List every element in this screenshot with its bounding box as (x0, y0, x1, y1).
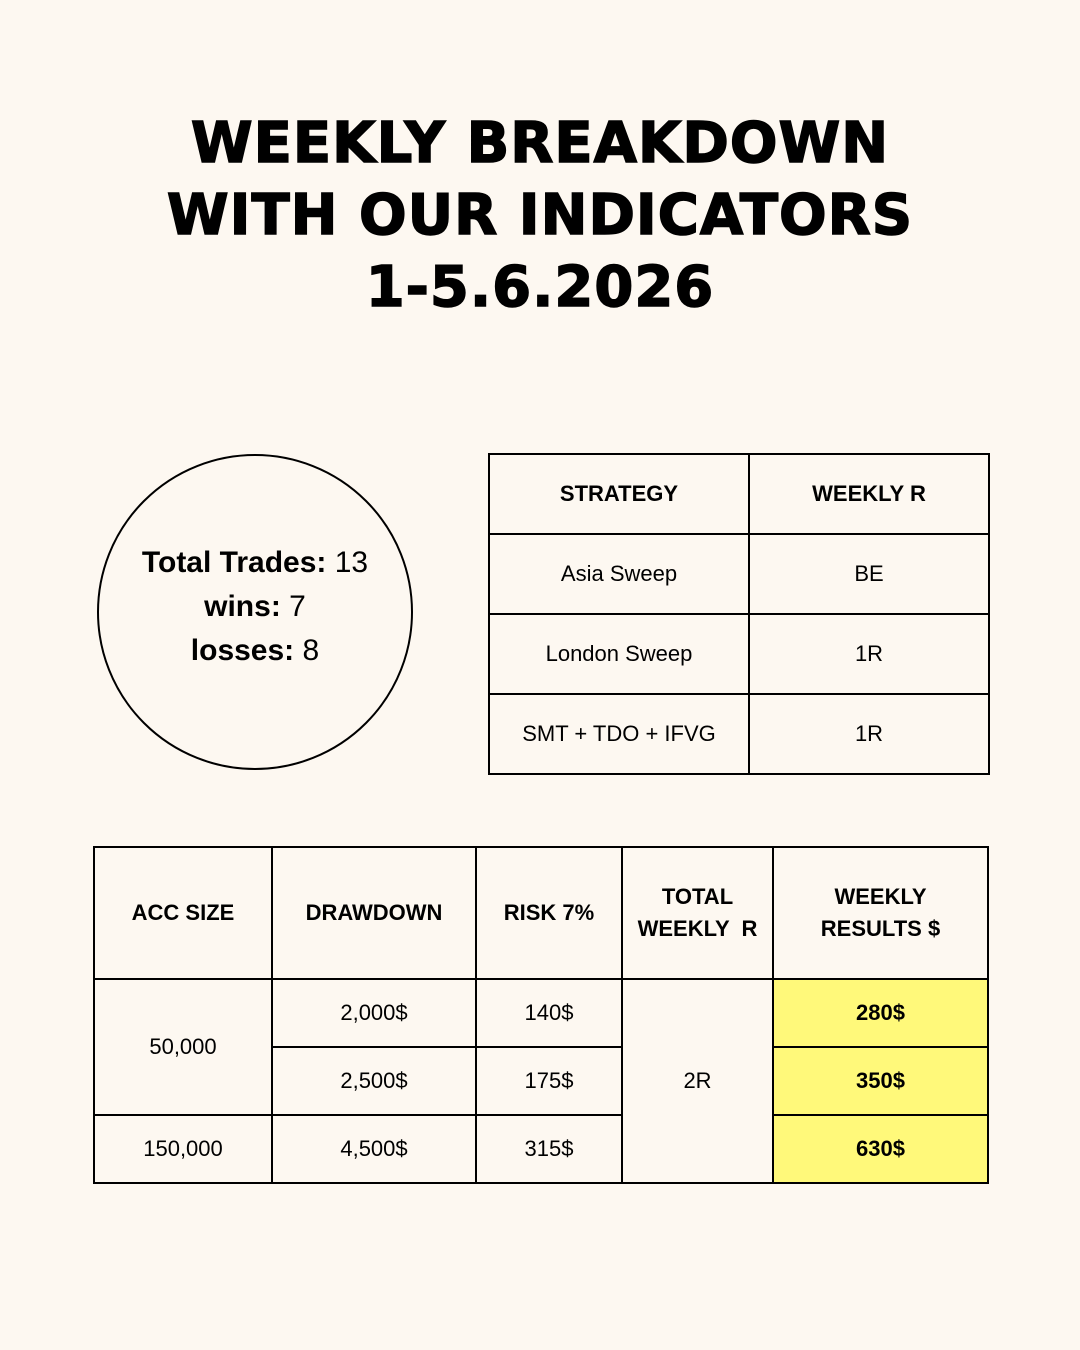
table-row (489, 694, 989, 774)
total-weekly-r-header (622, 847, 773, 979)
weekly-result-cell: 630$ (773, 1115, 988, 1183)
table-row (489, 614, 989, 694)
page-title (0, 108, 1080, 324)
losses-label: losses: (190, 634, 295, 667)
title-line-2: WITH OUR INDICATORS (166, 183, 914, 248)
strategy-weekly-r: BE (749, 534, 989, 614)
strategy-name: Asia Sweep (489, 534, 749, 614)
acc-size-header: ACC SIZE (94, 847, 272, 979)
results-header-row (94, 847, 988, 979)
title-date: 1-5.6.2026 (365, 255, 715, 320)
strategy-name: London Sweep (489, 614, 749, 694)
title-line-1: WEEKLY BREAKDOWN (190, 111, 890, 176)
wins-stat (204, 585, 306, 629)
strategy-weekly-r: 1R (749, 614, 989, 694)
table-row (94, 1115, 988, 1183)
wins-label: wins: (204, 590, 281, 623)
table-row (489, 534, 989, 614)
risk-cell: 315$ (476, 1115, 622, 1183)
acc-size-50k: 50,000 (94, 979, 272, 1115)
drawdown-cell: 4,500$ (272, 1115, 476, 1183)
strategy-header: STRATEGY (489, 454, 749, 534)
weekly-results-header (773, 847, 988, 979)
acc-size-150k: 150,000 (94, 1115, 272, 1183)
strategy-header-row (489, 454, 989, 534)
table-row (94, 979, 988, 1047)
strategy-name: SMT + TDO + IFVG (489, 694, 749, 774)
risk-cell: 140$ (476, 979, 622, 1047)
weekly-results-header-line-1: WEEKLY (834, 884, 927, 909)
weekly-results-header-line-2: RESULTS $ (820, 916, 941, 941)
total-trades-value: 13 (334, 546, 369, 579)
total-trades-stat (142, 541, 368, 585)
drawdown-cell: 2,000$ (272, 979, 476, 1047)
weekly-result-cell: 280$ (773, 979, 988, 1047)
drawdown-cell: 2,500$ (272, 1047, 476, 1115)
results-table (93, 846, 989, 1184)
total-trades-label: Total Trades: (141, 546, 327, 579)
total-weekly-r-header-line-2: WEEKLY R (637, 916, 758, 941)
drawdown-header: DRAWDOWN (272, 847, 476, 979)
weekly-result-cell: 350$ (773, 1047, 988, 1115)
wins-value: 7 (289, 590, 306, 623)
risk-header: RISK 7% (476, 847, 622, 979)
strategy-table (488, 453, 990, 775)
total-weekly-r-cell: 2R (622, 979, 773, 1183)
risk-cell: 175$ (476, 1047, 622, 1115)
weekly-r-header: WEEKLY R (749, 454, 989, 534)
losses-value: 8 (302, 634, 320, 667)
trade-stats-circle (97, 454, 413, 770)
strategy-weekly-r: 1R (749, 694, 989, 774)
losses-stat (191, 629, 319, 673)
total-weekly-r-header-line-1: TOTAL (661, 884, 734, 909)
